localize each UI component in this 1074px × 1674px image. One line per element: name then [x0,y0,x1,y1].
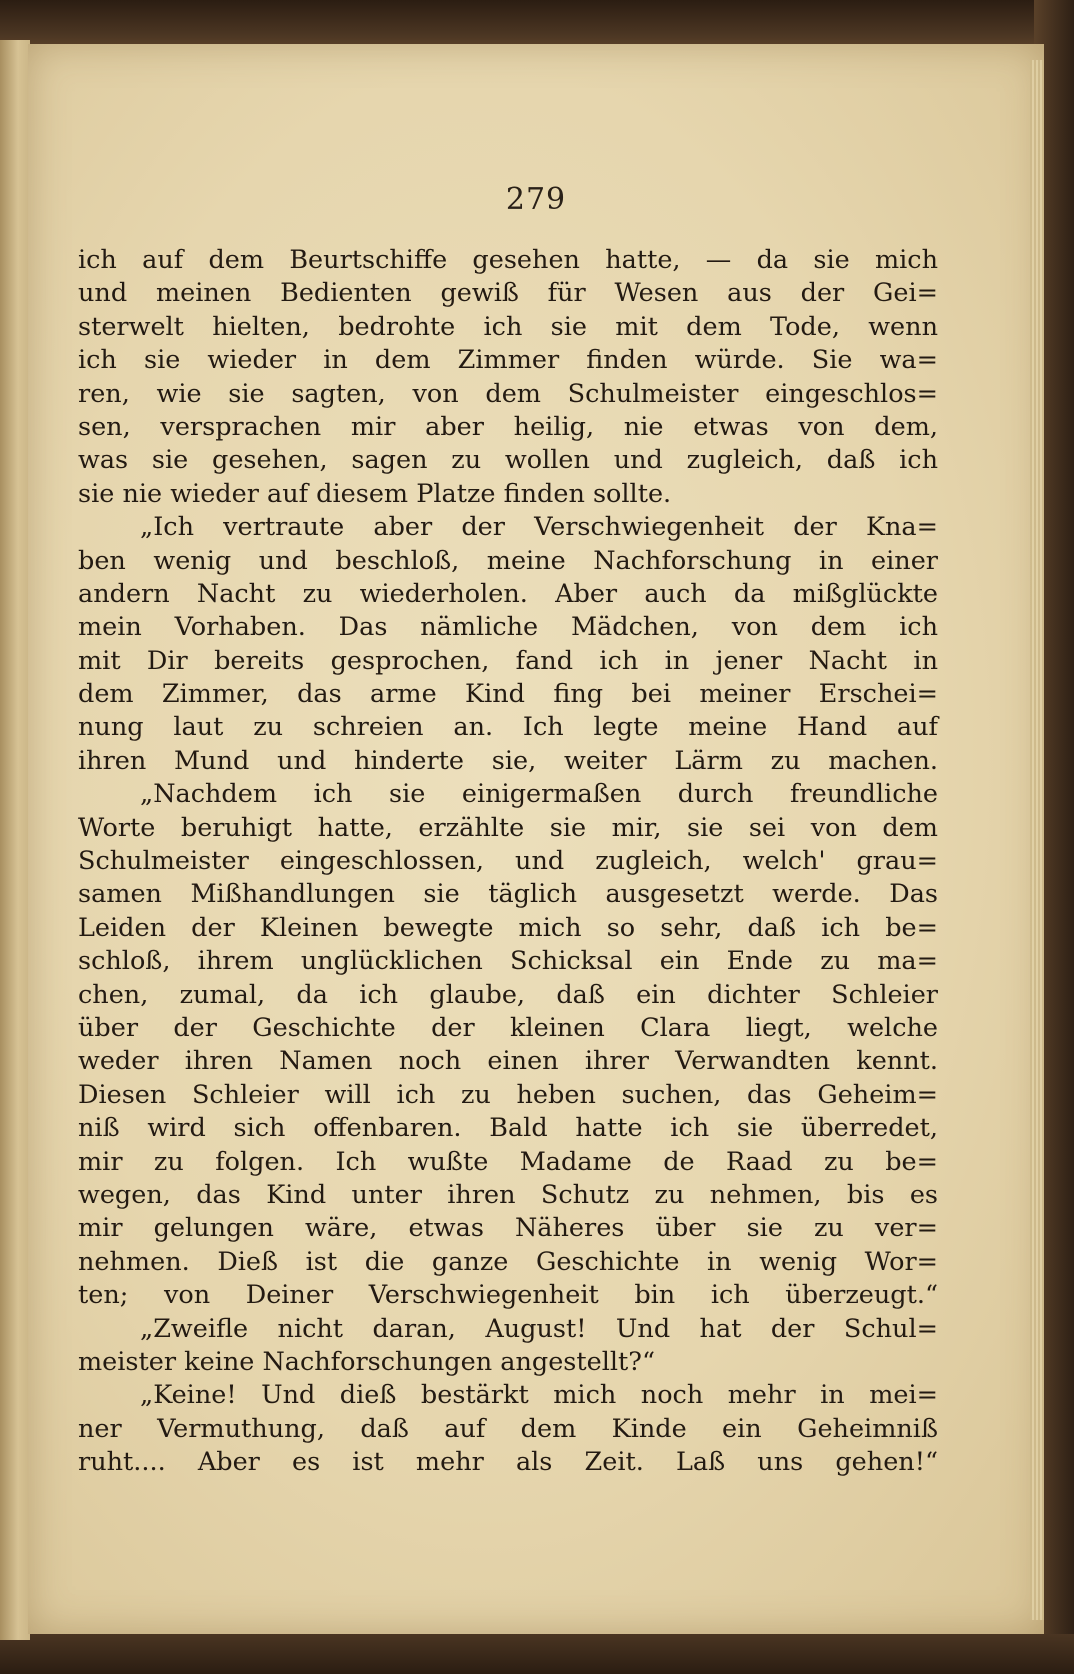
text-line: mein Vorhaben. Das nämliche Mädchen, von dem ich [78,612,938,643]
book-page [28,44,1044,1634]
text-line: ten; von Deiner Verschwiegenheit bin ich überzeugt.“ [78,1280,938,1311]
text-line: sen, versprachen mir aber heilig, nie etwas von dem, [78,411,938,442]
book-cover-top-edge [0,0,1074,48]
text-line: dem Zimmer, das arme Kind fing bei meiner Erschei= [78,679,938,710]
text-line: nung laut zu schreien an. Ich legte meine Hand auf [78,712,938,743]
text-line: nehmen. Dieß ist die ganze Geschichte in wenig Wor= [78,1246,938,1277]
text-line: mir gelungen wäre, etwas Näheres über sie zu ver= [78,1213,938,1244]
text-line: meister keine Nachforschungen angestellt?“ [78,1346,655,1377]
page-number: 279 [505,182,567,217]
text-line: schloß, ihrem unglücklichen Schicksal ein Ende zu ma= [78,946,938,977]
text-line: „Keine! Und dieß bestärkt mich noch mehr in mei= [140,1380,938,1411]
text-line: ihren Mund und hinderte sie, weiter Lärm zu machen. [78,745,938,776]
book-cover-bottom-edge [0,1634,1074,1674]
page-stack-edge [1030,60,1044,1620]
text-line: ich auf dem Beurtschiffe gesehen hatte, — da sie mich [78,245,938,275]
book-gutter [0,40,30,1640]
text-line: was sie gesehen, sagen zu wollen und zugleich, daß ich [78,445,938,476]
text-line: und meinen Bedienten gewiß für Wesen aus der Gei= [78,278,938,309]
text-line: „Ich vertraute aber der Verschwiegenheit der Kna= [140,512,938,543]
text-line: Diesen Schleier will ich zu heben suchen, das Geheim= [78,1079,938,1110]
text-line: Schulmeister eingeschlossen, und zugleich, welch' grau= [78,846,938,877]
text-line: sie nie wieder auf diesem Platze finden sollte. [78,478,672,509]
text-line: ben wenig und beschloß, meine Nachforschung in einer [78,545,938,576]
text-line: andern Nacht zu wiederholen. Aber auch da mißglückte [78,578,938,609]
text-line: sterwelt hielten, bedrohte ich sie mit dem Tode, wenn [78,311,938,342]
text-line: Worte beruhigt hatte, erzählte sie mir, sie sei von dem [78,812,938,843]
text-line: „Zweifle nicht daran, August! Und hat der Schul= [140,1313,938,1344]
page-text-body [78,244,938,1479]
text-line: über der Geschichte der kleinen Clara liegt, welche [78,1012,938,1043]
text-line: weder ihren Namen noch einen ihrer Verwandten kennt. [78,1046,938,1077]
text-line: „Nachdem ich sie einigermaßen durch freundliche [140,779,938,810]
text-line: ren, wie sie sagten, von dem Schulmeister eingeschlos= [78,378,938,409]
text-line: chen, zumal, da ich glaube, daß ein dichter Schleier [78,979,938,1010]
text-line: wegen, das Kind unter ihren Schutz zu nehmen, bis es [78,1179,938,1210]
text-line: samen Mißhandlungen sie täglich ausgesetzt werde. Das [78,879,938,910]
text-line: ner Vermuthung, daß auf dem Kinde ein Geheimniß [78,1413,938,1444]
text-line: niß wird sich offenbaren. Bald hatte ich sie überredet, [78,1113,938,1144]
text-line: mit Dir bereits gesprochen, fand ich in jener Nacht in [78,645,938,676]
text-line: ruht.... Aber es ist mehr als Zeit. Laß uns gehen!“ [78,1447,938,1478]
text-line: Leiden der Kleinen bewegte mich so sehr, daß ich be= [78,912,938,943]
text-line: ich sie wieder in dem Zimmer finden würde. Sie wa= [78,345,938,376]
text-line: mir zu folgen. Ich wußte Madame de Raad zu be= [78,1146,938,1177]
